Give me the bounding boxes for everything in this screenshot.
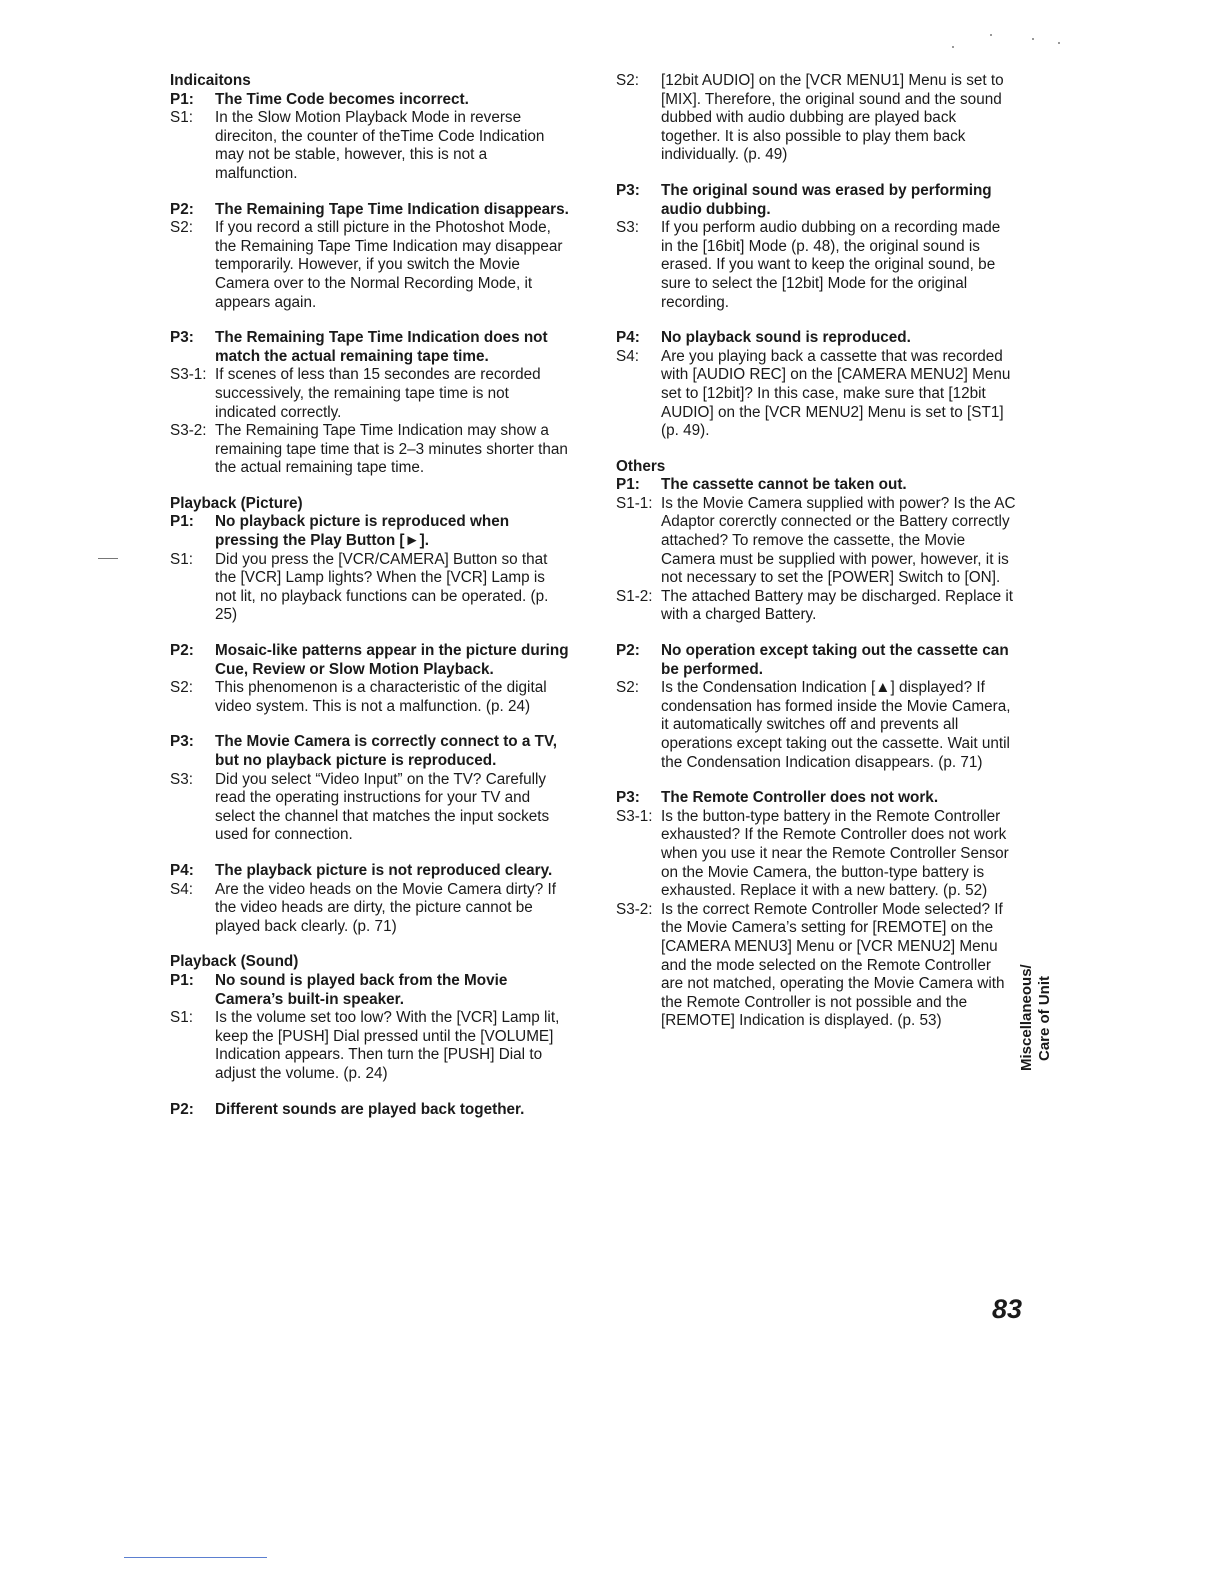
problem-row — [170, 513, 570, 550]
problem-text: The Remote Controller does not work. — [661, 789, 939, 807]
solution-text: This phenomenon is a characteristic of the digital video system. This is not a malfunction. (p. 24) — [215, 679, 547, 715]
problem-label: P2: — [170, 1100, 194, 1118]
solution-row — [170, 551, 570, 625]
side-tab-line2: Care of Unit — [1036, 975, 1053, 1061]
section — [616, 458, 1016, 1031]
left-column — [170, 72, 570, 1136]
section-side-tab — [1012, 958, 1060, 1078]
solution-row — [616, 808, 1016, 901]
problem-row — [170, 91, 570, 110]
solution-label: S1: — [170, 109, 193, 127]
solution-label: S1-1: — [616, 494, 653, 512]
solution-text: If scenes of less than 15 secondes are recorded successively, the remaining tape time is not indicated correctly. — [215, 366, 541, 421]
problem-text: The Remaining Tape Time Indication disappears. — [215, 200, 569, 218]
problem-label: P4: — [616, 329, 640, 347]
problem-row — [616, 642, 1016, 679]
problem-label: P3: — [616, 181, 640, 199]
problem-text: No playback sound is reproduced. — [661, 329, 911, 347]
problem-text: The Remaining Tape Time Indication does not match the actual remaining tape time. — [215, 329, 548, 365]
solution-row — [170, 422, 570, 478]
problem-row — [170, 329, 570, 366]
section-heading: Playback (Sound) — [170, 953, 299, 971]
solution-row — [616, 348, 1016, 441]
solution-label: S3: — [170, 770, 193, 788]
problem-item — [170, 972, 570, 1084]
problem-text: Mosaic-like patterns appear in the picture during Cue, Review or Slow Motion Playback. — [215, 642, 569, 678]
solution-text: Is the correct Remote Controller Mode selected? If the Movie Camera’s setting for [REMOTE] on the [CAMERA MENU3] Menu or [VCR MENU2] Menu and the mode selected on the Remote Controller are not matched, operating the Movie Camera with the Remote Controller is not possible and the [REMOTE] Indication is displayed. (p. 53) — [661, 900, 1005, 1030]
section — [170, 953, 570, 1119]
solution-text: [12bit AUDIO] on the [VCR MENU1] Menu is set to [MIX]. Therefore, the original sound and the sound dubbed with audio dubbing are played back together. It is also possible to play them back individually. (p. 49) — [661, 72, 1004, 164]
problem-label: P1: — [170, 971, 194, 989]
problem-item — [170, 642, 570, 716]
bottom-rule — [124, 1557, 267, 1558]
right-column — [616, 72, 1016, 1048]
side-tab-line1: Miscellaneous/ — [1018, 964, 1035, 1072]
solution-text: If you record a still picture in the Photoshot Mode, the Remaining Tape Time Indication may disappear temporarily. However, if you switch the Movie Camera over to the Normal Recording Mode, it appears again. — [215, 219, 563, 311]
problem-text: No operation except taking out the cassette can be performed. — [661, 642, 1009, 678]
solution-row — [170, 366, 570, 422]
problem-item — [170, 91, 570, 184]
solution-text: Did you press the [VCR/CAMERA] Button so that the [VCR] Lamp lights? When the [VCR] Lamp is not lit, no playback functions can be operated. (p. 25) — [215, 550, 549, 624]
page-number: 83 — [992, 1294, 1023, 1324]
solution-row — [170, 109, 570, 183]
problem-text: No playback picture is reproduced when pressing the Play Button [►]. — [215, 513, 510, 550]
problem-label: P4: — [170, 861, 194, 879]
problem-row — [170, 972, 570, 1009]
problem-item — [616, 182, 1016, 312]
solution-label: S4: — [170, 880, 193, 898]
problem-item — [616, 476, 1016, 625]
section — [170, 72, 570, 478]
problem-label: P2: — [170, 642, 194, 660]
problem-item — [616, 789, 1016, 1031]
problem-row — [616, 182, 1016, 219]
problem-item — [616, 642, 1016, 772]
solution-text: Are the video heads on the Movie Camera dirty? If the video heads are dirty, the picture cannot be played back clearly. (p. 71) — [215, 880, 556, 935]
solution-text: Is the Movie Camera supplied with power? Is the AC Adaptor corerctly connected or the Battery correctly attached? To remove the cassette, the Movie Camera must be supplied with power, however, it is not necessary to set the [POWER] Switch to [ON]. — [661, 494, 1016, 587]
problem-label: P1: — [170, 90, 194, 108]
solution-text: If you perform audio dubbing on a recording made in the [16bit] Mode (p. 48), the original sound is erased. If you want to keep the original sound, be sure to select the [12bit] Mode for the original recording. — [661, 219, 1001, 311]
solution-label: S1: — [170, 550, 193, 568]
problem-text: The playback picture is not reproduced cleary. — [215, 861, 553, 879]
section-heading: Indicaitons — [170, 72, 251, 89]
solution-label: S3: — [616, 219, 639, 237]
solution-label: S3-1: — [170, 366, 207, 384]
solution-row — [170, 219, 570, 312]
problem-row — [170, 642, 570, 679]
solution-row — [170, 881, 570, 937]
problem-row — [170, 1101, 570, 1120]
problem-text: Different sounds are played back together. — [215, 1100, 525, 1118]
solution-label: S2: — [170, 219, 193, 237]
solution-label: S2: — [616, 679, 639, 697]
solution-text: Did you select “Video Input” on the TV? Carefully read the operating instructions for your TV and select the channel that matches the input sockets used for connection. — [215, 770, 550, 844]
solution-text: Is the button-type battery in the Remote Controller exhausted? If the Remote Controller does not work when you use it near the Remote Controller Sensor on the Movie Camera, the button-type battery is exhausted. Replace it with a new battery. (p. 52) — [661, 807, 1009, 900]
solution-text: Are you playing back a cassette that was recorded with [AUDIO REC] on the [CAMERA MENU2] Menu set to [12bit]? In this case, make sure that [12bit AUDIO] on the [VCR MENU2] Menu is set to [ST1] (p. 49). — [661, 347, 1011, 440]
solution-label: S1-2: — [616, 587, 653, 605]
problem-item — [170, 201, 570, 313]
problem-text: The Time Code becomes incorrect. — [215, 90, 469, 108]
solution-label: S4: — [616, 347, 639, 365]
problem-label: P3: — [170, 733, 194, 751]
problem-label: P3: — [170, 329, 194, 347]
problem-item — [170, 513, 570, 625]
solution-label: S3-2: — [616, 900, 653, 918]
solution-label: S3-2: — [170, 422, 207, 440]
problem-label: P2: — [170, 200, 194, 218]
problem-row — [170, 733, 570, 770]
solution-label: S2: — [170, 679, 193, 697]
problem-row — [616, 789, 1016, 808]
problem-text: The cassette cannot be taken out. — [661, 476, 907, 494]
solution-row — [170, 679, 570, 716]
problem-row — [616, 476, 1016, 495]
problem-item — [616, 329, 1016, 441]
solution-text: The Remaining Tape Time Indication may show a remaining tape time that is 2–3 minutes shorter than the actual remaining tape time. — [215, 422, 568, 477]
section-heading: Playback (Picture) — [170, 494, 303, 512]
section — [170, 495, 570, 936]
solution-text: Is the volume set too low? With the [VCR] Lamp lit, keep the [PUSH] Dial pressed until the [VOLUME] Indication appears. Then turn the [PUSH] Dial to adjust the volume. (p. 24) — [215, 1009, 560, 1082]
solution-row — [616, 679, 1016, 772]
solution-row — [170, 771, 570, 845]
problem-text: The original sound was erased by performing audio dubbing. — [661, 181, 992, 218]
solution-text: Is the Condensation Indication [▲] displayed? If condensation has formed inside the Movie Camera, it automatically switches off and prevents all operations except taking out the cassette. Wait until the Condensation Indication disappears. (p. 71) — [661, 679, 1011, 771]
solution-label: S1: — [170, 1009, 193, 1027]
solution-text: The attached Battery may be discharged. Replace it with a charged Battery. — [661, 587, 1014, 624]
solution-text: In the Slow Motion Playback Mode in reverse direciton, the counter of theTime Code Indication may not be stable, however, this is not a malfunction. — [215, 109, 545, 182]
problem-text: No sound is played back from the Movie Camera’s built-in speaker. — [215, 971, 508, 1008]
problem-item — [170, 862, 570, 936]
solution-row — [616, 72, 1016, 165]
problem-item — [616, 72, 1016, 165]
problem-label: P1: — [616, 476, 640, 494]
section-heading: Others — [616, 457, 666, 475]
problem-label: P3: — [616, 789, 640, 807]
solution-row — [616, 901, 1016, 1031]
problem-item — [170, 1101, 570, 1120]
margin-mark — [98, 558, 118, 559]
solution-row — [170, 1009, 570, 1083]
solution-row — [616, 219, 1016, 312]
problem-row — [616, 329, 1016, 348]
problem-label: P1: — [170, 513, 194, 531]
section — [616, 72, 1016, 441]
problem-row — [170, 201, 570, 220]
solution-label: S2: — [616, 72, 639, 89]
problem-text: The Movie Camera is correctly connect to a TV, but no playback picture is reproduced. — [215, 733, 558, 769]
problem-row — [170, 862, 570, 881]
problem-item — [170, 733, 570, 845]
solution-label: S3-1: — [616, 807, 653, 825]
solution-row — [616, 495, 1016, 588]
problem-item — [170, 329, 570, 478]
problem-label: P2: — [616, 642, 640, 660]
solution-row — [616, 588, 1016, 625]
